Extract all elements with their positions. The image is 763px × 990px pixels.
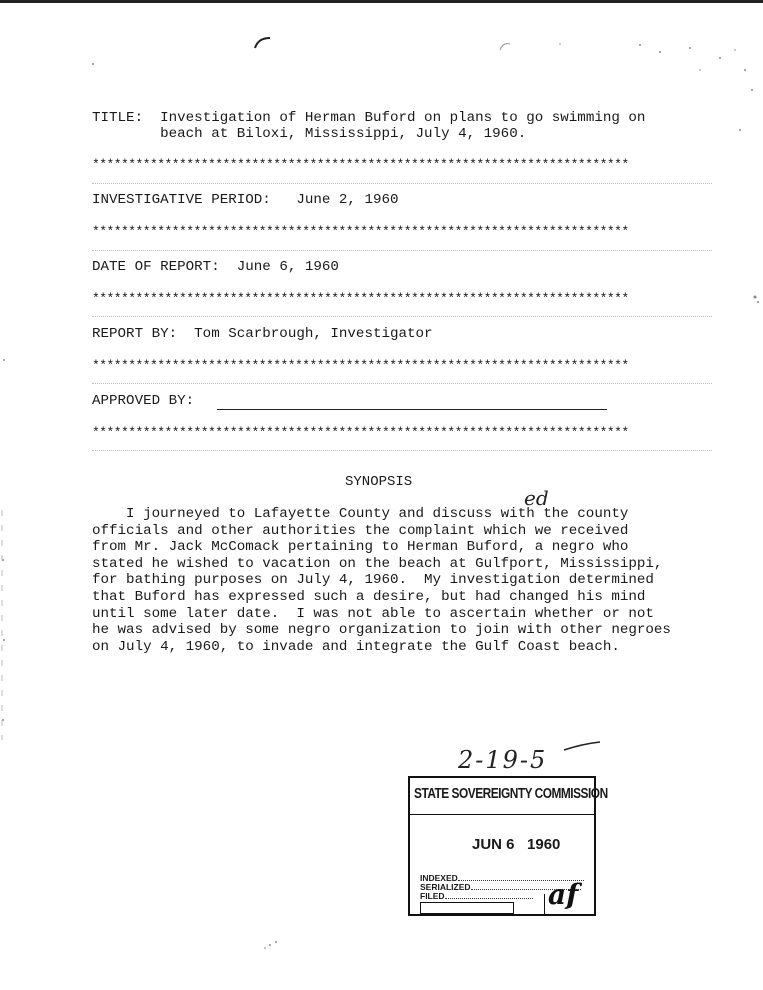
stamp-handwritten-initials: af (548, 878, 579, 911)
commission-received-stamp (408, 776, 608, 916)
stamp-filed-label: FILED (420, 891, 445, 901)
investigative-period-label: INVESTIGATIVE PERIOD: (92, 192, 271, 208)
date-of-report-label: DATE OF REPORT: (92, 259, 220, 275)
stamp-serialized-label: SERIALIZED (420, 882, 471, 892)
separator-2: ************************************************************************** (92, 224, 629, 239)
report-by-label: REPORT BY: (92, 326, 178, 342)
separator-5: ************************************************************************** (92, 425, 629, 440)
handwritten-file-number: 2-19-5 (458, 746, 548, 774)
dotted-rule-2 (92, 250, 712, 252)
stamp-filed-row (420, 892, 533, 901)
title-text: Investigation of Herman Buford on plans to go swimming on beach at Biloxi, Mississippi, July 4, 1960. (160, 110, 646, 142)
date-of-report-field (92, 259, 339, 275)
dotted-rule-5 (92, 450, 712, 452)
dotted-rule-1 (92, 183, 712, 185)
stamp-divider (410, 814, 594, 815)
investigative-period-value: June 2, 1960 (296, 192, 399, 208)
dotted-rule-3 (92, 316, 712, 318)
report-by-field (92, 326, 433, 342)
handwritten-correction: ed (524, 486, 549, 510)
separator-4: ************************************************************************** (92, 358, 629, 373)
separator-3: ************************************************************************** (92, 291, 629, 306)
title-field (92, 110, 645, 142)
approved-by-signature-line (217, 409, 607, 410)
approved-by-field (92, 393, 194, 409)
stamp-title: STATE SOVEREIGNTY COMMISSION (414, 786, 608, 802)
synopsis-text: I journeyed to Lafayette County and discuss with the county officials and other authorities the complaint which we received from Mr. Jack McComack pertaining to Herman Buford, a negro who stated he wished to vacation on the beach at Gulfport, Mississippi, for bathing purposes on July 4, 1960. My investigation determined that Buford has expressed such a desire, but had changed his mind until some later date. I was not able to ascertain whether or not he was advised by some negro organization to join with other negroes on July 4, 1960, to invade and integrate the Gulf Coast beach. (92, 506, 671, 655)
synopsis-heading: SYNOPSIS (345, 474, 413, 490)
stamp-indexed-label: INDEXED (420, 873, 458, 883)
date-of-report-value: June 6, 1960 (236, 259, 339, 275)
investigative-period-field (92, 192, 399, 208)
handwritten-underline (562, 740, 602, 752)
dotted-rule-4 (92, 383, 712, 385)
title-label: TITLE: (92, 110, 144, 126)
stamp-date: JUN 6 1960 (472, 836, 561, 853)
stamp-filed-box (420, 902, 514, 914)
approved-by-label: APPROVED BY: (92, 393, 195, 409)
report-by-value: Tom Scarbrough, Investigator (194, 326, 433, 342)
separator-1: ************************************************************************** (92, 157, 629, 172)
